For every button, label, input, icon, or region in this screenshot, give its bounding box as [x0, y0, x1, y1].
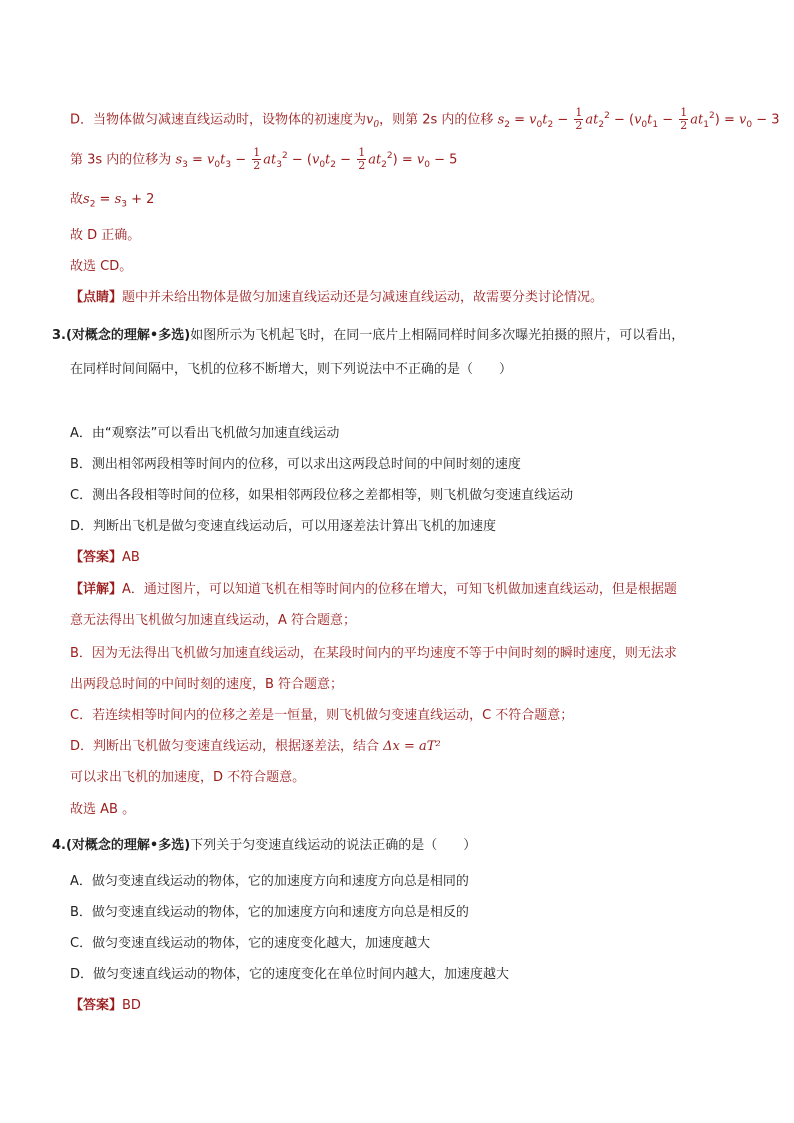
- q3-detail-line4: 出两段总时间的中间时刻的速度，B 符合题意；: [70, 677, 344, 692]
- q3-detail-line1: 【详解】A．通过图片，可以知道飞机在相等时间内的位移在增大，可知飞机做加速直线运动，但是根据题: [70, 582, 677, 597]
- q3-stem-line2: 在同样时间间隔中，飞机的位移不断增大，则下列说法中不正确的是（ ）: [70, 362, 513, 377]
- q3-option-a: A．由“观察法”可以看出飞机做匀加速直线运动: [70, 426, 340, 441]
- q4-option-c: C．做匀变速直线运动的物体，它的速度变化越大，加速度越大: [70, 936, 431, 951]
- q3-detail-line8: 故选 AB 。: [70, 802, 136, 817]
- q3-option-b: B．测出相邻两段相等时间内的位移，可以求出这两段总时间的中间时刻的速度: [70, 457, 521, 472]
- q4-stem: 4.(对概念的理解•多选)下列关于匀变速直线运动的说法正确的是（ ）: [52, 838, 477, 853]
- tip-tag: 【点睛】: [70, 290, 123, 305]
- q4-option-d: D．做匀变速直线运动的物体，它的速度变化在单位时间内越大，加速度越大: [70, 967, 510, 982]
- solution-d-line2: 第 3s 内的位移为 $s_3 = v_0t_3$ − $\frac{1}{2}$ $at_3^2 - (v_0t_2$ − $\frac{1}{2}$ $at_2^2) = v_0 - 5$: [70, 146, 458, 173]
- solution-final-answer: 故选 CD。: [70, 259, 133, 274]
- solution-d-conclusion: 故 D 正确。: [70, 228, 141, 243]
- tip-line: [70, 288, 603, 308]
- q3-detail-line3: B．因为无法得出飞机做匀加速直线运动，在某段时间内的平均速度不等于中间时刻的瞬时速度，则无法求: [70, 646, 677, 661]
- q3-detail-line6: D．判断出飞机做匀变速直线运动，根据逐差法，结合 Δx = aT²: [70, 739, 441, 754]
- q3-formula: Δx = aT²: [383, 739, 441, 754]
- solution-d-line1: D．当物体做匀减速直线运动时，设物体的初速度为$v_0$，则第 2s 内的位移 $s_2 = v_0t_2$ − $\frac{1}{2}$ $at_2^2 - (v_0t_1$ − $\frac{1}{2}$ $at_1^2) = v_0 - 3$: [70, 106, 780, 133]
- tip-text: 题中并未给出物体是做匀加速直线运动还是匀减速直线运动，故需要分类讨论情况。: [122, 290, 604, 305]
- solution-d-line3: 故$s_2 = s_3 + 2$: [70, 192, 155, 210]
- q3-option-d: D．判断出飞机是做匀变速直线运动后，可以用逐差法计算出飞机的加速度: [70, 519, 497, 534]
- q3-detail-line7: 可以求出飞机的加速度，D 不符合题意。: [70, 770, 306, 785]
- q4-option-a: A．做匀变速直线运动的物体，它的加速度方向和速度方向总是相同的: [70, 874, 469, 889]
- q3-stem-line1: 3.(对概念的理解•多选)如图所示为飞机起飞时，在同一底片上相隔同样时间多次曝光拍摄的照片，可以看出，: [52, 328, 685, 343]
- q3-detail-line5: C．若连续相等时间内的位移之差是一恒量，则飞机做匀变速直线运动，C 不符合题意；: [70, 708, 574, 723]
- q3-answer: 【答案】AB: [70, 550, 140, 565]
- q4-answer: 【答案】BD: [70, 998, 141, 1013]
- q3-option-c: C．测出各段相等时间的位移，如果相邻两段位移之差都相等，则飞机做匀变速直线运动: [70, 488, 574, 503]
- q3-detail-line2: 意无法得出飞机做匀加速直线运动，A 符合题意；: [70, 613, 357, 628]
- q4-option-b: B．做匀变速直线运动的物体，它的加速度方向和速度方向总是相反的: [70, 905, 469, 920]
